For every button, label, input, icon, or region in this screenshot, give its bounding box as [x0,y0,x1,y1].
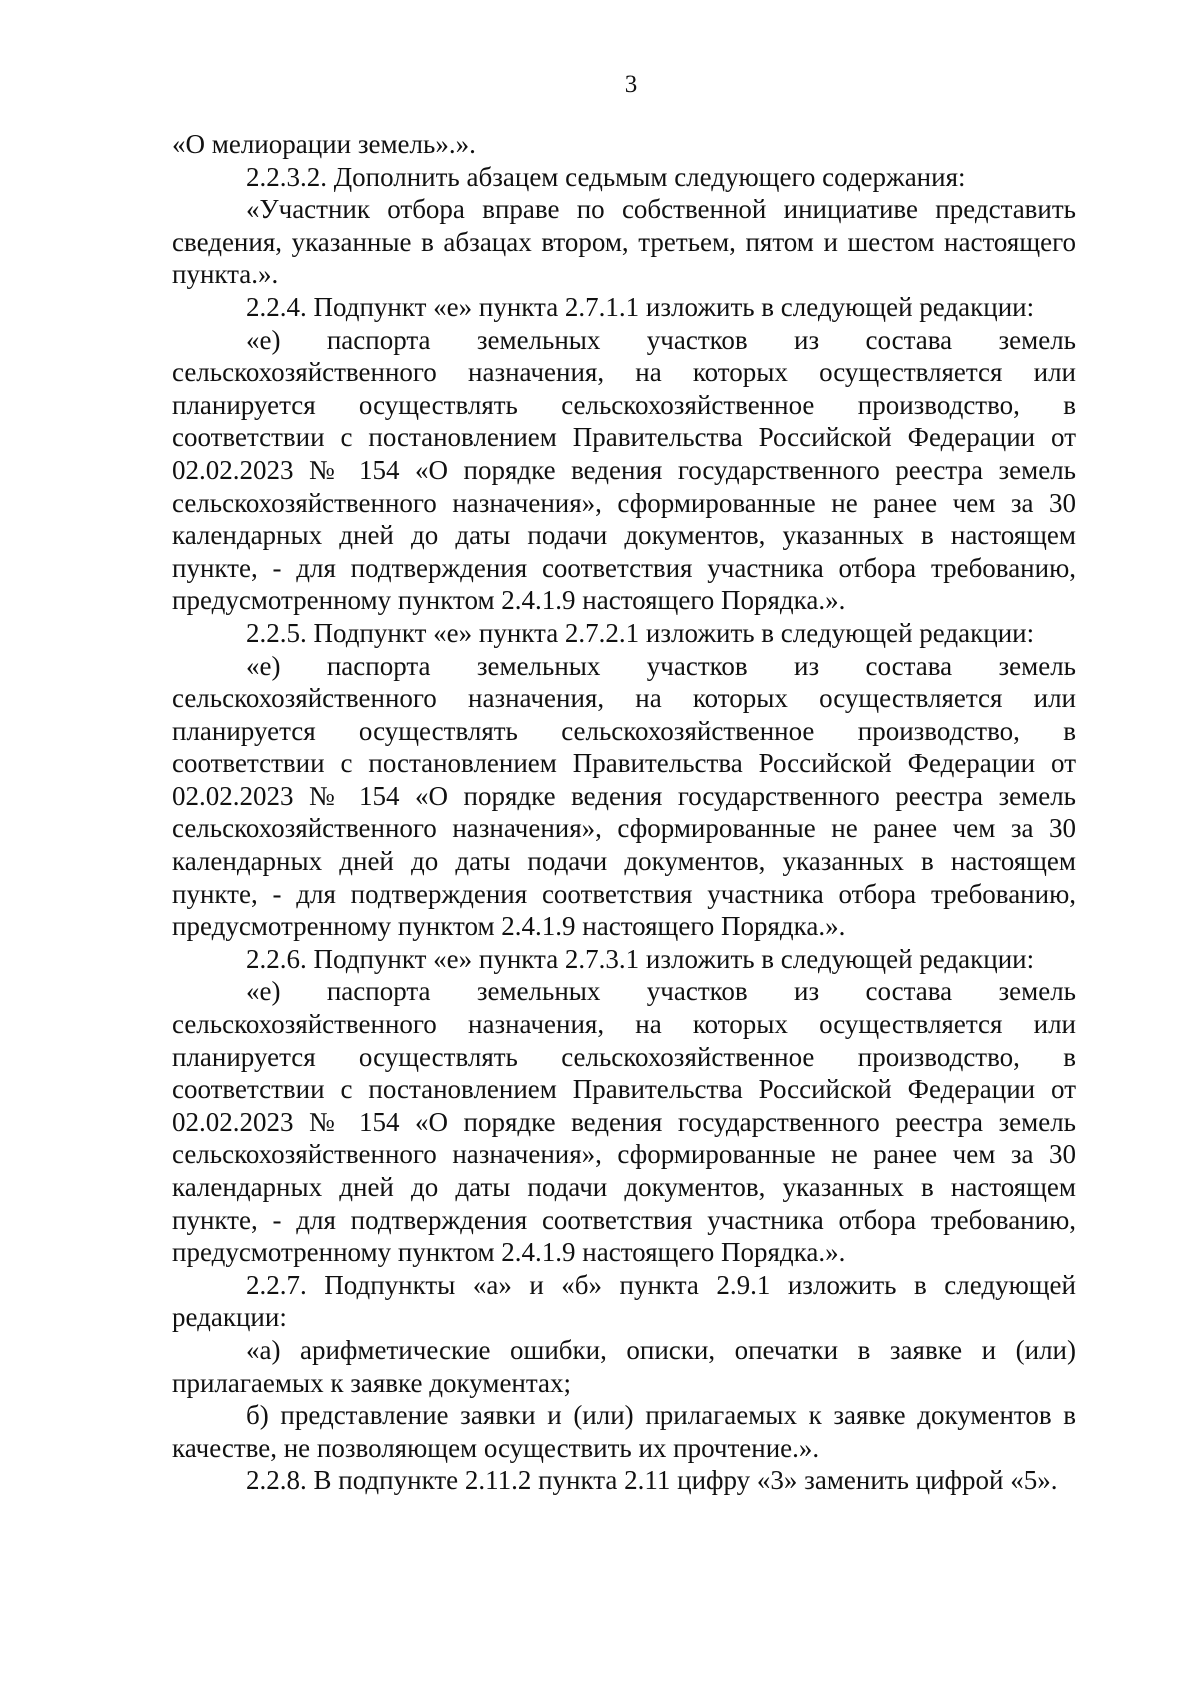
paragraph: 2.2.8. В подпункте 2.11.2 пункта 2.11 цифру «3» заменить цифрой «5». [246,1465,1058,1496]
paragraph: «е) паспорта земельных участков из состава земель сельскохозяйственного назначения, на которых осуществляется или планируется осуществлять сельскохозяйственное производство, в соответствии с постановлением Правительства Российской Федерации от 02.02.2023 № 154 «О порядке ведения государственного реестра земель сельскохозяйственного назначения», сформированные не ранее чем за 30 календарных дней до даты подачи документов, указанных в настоящем пункте, - для подтверждения соответствия участника отбора требованию, предусмотренному пунктом 2.4.1.9 настоящего Порядка.». [172,976,1076,1268]
paragraph: «е) паспорта земельных участков из состава земель сельскохозяйственного назначения, на которых осуществляется или планируется осуществлять сельскохозяйственное производство, в соответствии с постановлением Правительства Российской Федерации от 02.02.2023 № 154 «О порядке ведения государственного реестра земель сельскохозяйственного назначения», сформированные не ранее чем за 30 календарных дней до даты подачи документов, указанных в настоящем пункте, - для подтверждения соответствия участника отбора требованию, предусмотренному пунктом 2.4.1.9 настоящего Порядка.». [172,650,1076,942]
paragraph: б) представление заявки и (или) прилагаемых к заявке документов в качестве, не позволяющем осуществить их прочтение.». [172,1400,1076,1463]
paragraph: 2.2.6. Подпункт «е» пункта 2.7.3.1 изложить в следующей редакции: [246,943,1035,974]
paragraph: «е) паспорта земельных участков из состава земель сельскохозяйственного назначения, на которых осуществляется или планируется осуществлять сельскохозяйственное производство, в соответствии с постановлением Правительства Российской Федерации от 02.02.2023 № 154 «О порядке ведения государственного реестра земель сельскохозяйственного назначения», сформированные не ранее чем за 30 календарных дней до даты подачи документов, указанных в настоящем пункте, - для подтверждения соответствия участника отбора требованию, предусмотренному пунктом 2.4.1.9 настоящего Порядка.». [172,324,1076,616]
paragraph: «Участник отбора вправе по собственной инициативе представить сведения, указанные в абзацах втором, третьем, пятом и шестом настоящего пункта.». [172,194,1076,290]
paragraph: 2.2.3.2. Дополнить абзацем седьмым следующего содержания: [246,161,966,192]
paragraph: «а) арифметические ошибки, описки, опечатки в заявке и (или) прилагаемых к заявке документах; [172,1334,1076,1398]
paragraph: «О мелиорации земель».». [172,129,476,159]
page-number: 3 [624,71,638,98]
paragraph: 2.2.5. Подпункт «е» пункта 2.7.2.1 изложить в следующей редакции: [246,617,1035,648]
paragraph: 2.2.7. Подпункты «а» и «б» пункта 2.9.1 изложить в следующей редакции: [172,1269,1076,1333]
document-body [172,128,1076,1497]
paragraph: 2.2.4. Подпункт «е» пункта 2.7.1.1 изложить в следующей редакции: [246,291,1035,322]
